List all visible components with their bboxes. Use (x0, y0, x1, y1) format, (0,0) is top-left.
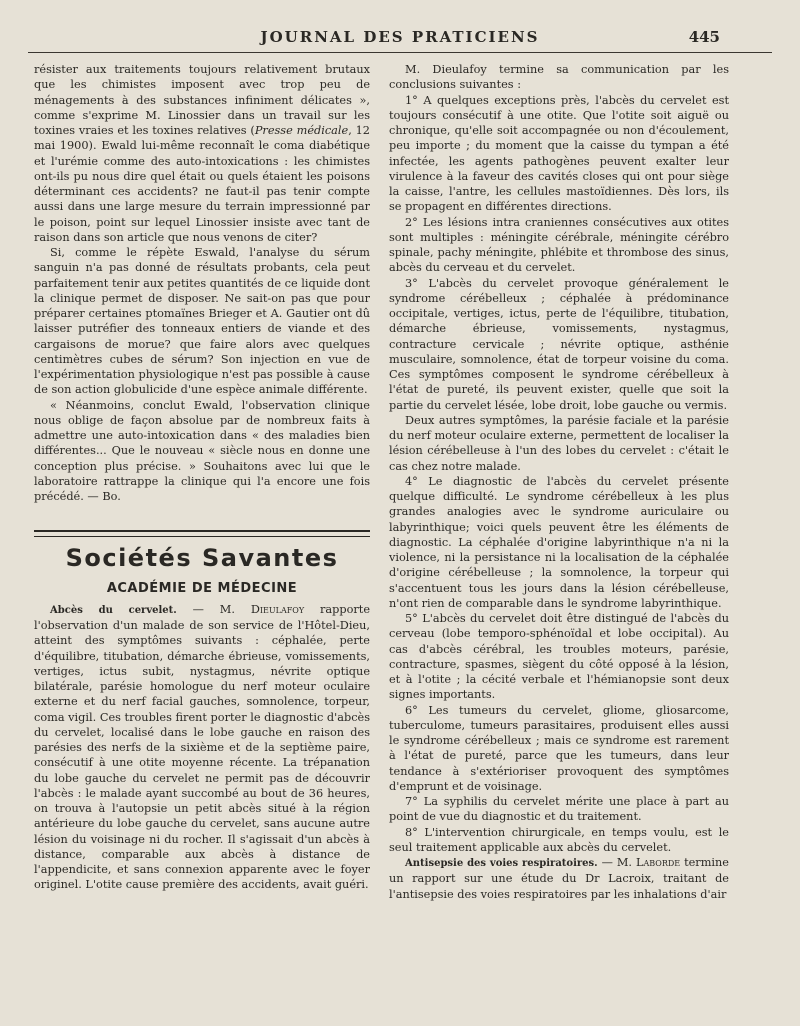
section-title: Sociétés Savantes (65, 544, 339, 573)
conclusion-item: 8° L'intervention chirurgicale, en temps voulu, est le seul traitement applicable aux abcès du cervelet. (389, 825, 729, 854)
left-column (34, 62, 370, 962)
conclusion-item: 7° La syphilis du cervelet mérite une place à part au point de vue du diagnostic et du traitement. (389, 795, 729, 824)
conclusion-item: 2° Les lésions intra craniennes consécutives aux otites sont multiples : méningite cérébrale, méningite cérébro spinale, pachy méningite, phlébite et thrombose des sinus, abcès du cerveau et du cervelet. (389, 215, 729, 275)
page-number: 445 (688, 28, 720, 46)
citation: Presse médicale (254, 124, 349, 137)
conclusion-item: 3° L'abcès du cervelet provoque généralement le syndrome cérébelleux ; céphalée à prédominance occipitale, vertiges, ictus, perte de l'équilibre, titubation, démarche ébrieuse, vomissements, nystagmus, contracture cervicale ; névrite optique, asthénie musculaire, somnolence, état de torpeur voisine du coma. Ces symptômes composent le syndrome cérébelleux à l'état de pureté, ils peuvent exister, quelle que soit la partie du cervelet lésée, lobe droit, lobe gauche ou vermis. (389, 276, 729, 412)
author-name: Laborde (635, 856, 681, 869)
article-heading: Abcès du cervelet. (50, 604, 177, 616)
paragraph: résister aux traitements toujours relativement brutaux que les chimistes imposent avec trop peu de ménagements à des substances infiniment délicates », comme s'exprime M. Linossier dans un travail sur les toxines vraies et les toxines relatives (Presse médicale, 12 mai 1900). Ewald lui-même reconnaît le coma diabétique et l'urémie comme des auto-intoxications : les chimistes ont-ils pu nous dire quel était ou quels étaient les poisons déterminant ces accidents? ne faut-il pas tenir compte aussi dans une large mesure du terrain impressionné par le poison, point sur lequel Linossier insiste avec tant de raison dans son article que nous venons de citer? (34, 63, 370, 244)
journal-title: JOURNAL DES PRATICIENS (260, 28, 540, 46)
section-divider (34, 530, 370, 537)
right-column (389, 62, 729, 962)
paragraph: Si, comme le répète Eswald, l'analyse du sérum sanguin n'a pas donné de résultats probants, cela peut parfaitement tenir aux petites quantités de ce liquide dont la clinique permet de disposer. Ne sait-on pas que pour préparer certaines ptomaïnes Brieger et A. Gautier ont dû laisser putréfier des tonneaux entiers de viande et des cargaisons de morue? que faire alors avec quelques centimètres cubes de sérum? Son injection en vue de l'expérimentation physiologique n'est pas possible à cause de son action globulicide d'une espèce animale différente. (34, 246, 370, 397)
conclusion-item: 5° L'abcès du cervelet doit être distingué de l'abcès du cerveau (lobe temporo-sphénoïdal et lobe occipital). Au cas d'abcès cérébral, les troubles moteurs, parésie, contracture, spasmes, siègent du côté opposé à la lésion, et à l'otite ; la cécité verbale et l'hémianopsie sont deux signes importants. (389, 612, 729, 702)
paragraph: Deux autres symptômes, la parésie faciale et la parésie du nerf moteur oculaire externe, permettent de localiser la lésion cérébelleuse à l'un des lobes du cervelet : c'était le cas chez notre malade. (389, 413, 729, 473)
conclusion-item: 4° Le diagnostic de l'abcès du cervelet présente quelque difficulté. Le syndrome cérébelleux à les plus grandes analogies avec le syndrome auriculaire ou labyrinthique; voici quels peuvent être les éléments de diagnostic. La céphalée d'origine labyrinthique n'a ni la violence, ni la persistance ni la localisation de la céphalée d'origine cérébelleuse ; la somnolence, la torpeur qui s'accentuent tous les jours dans la lésion cérébelleuse, n'ont rien de comparable dans le syndrome labyrinthique. (389, 474, 729, 610)
article-antisepsie: Antisepsie des voies respiratoires. — M. Laborde termine un rapport sur une étude du Dr Lacroix, traitant de l'antisepsie des voies respiratoires par les inhalations d'air (389, 856, 729, 901)
conclusion-item: 6° Les tumeurs du cervelet, gliome, gliosarcome, tuberculome, tumeurs parasitaires, produisent elles aussi le syndrome cérébelleux ; mais ce syndrome est rarement à l'état de pureté, parce que les tumeurs, dans leur tendance à s'extérioriser provoquent des symptômes d'emprunt et de voisinage. (389, 703, 729, 793)
author-name: Dieulafoy (250, 602, 305, 616)
paragraph: « Néanmoins, conclut Ewald, l'observation clinique nous oblige de façon absolue par de nombreux faits à admettre une auto-intoxication dans « des maladies bien différentes... Que le nouveau « siècle nous en donne une conception plus précise. » Souhaitons avec lui que le laboratoire rattrappe la clinique qui l'a encore une fois précédé. — Bo. (34, 398, 370, 503)
conclusion-item: 1° A quelques exceptions près, l'abcès du cervelet est toujours consécutif à une otite. Que l'otite soit aiguë ou chronique, qu'elle soit accompagnée ou non d'écoulement, peu importe ; du moment que la caisse du tympan a été infectée, les agents pathogènes peuvent exalter leur virulence à la faveur des cavités closes qui ont pour siège la caisse, l'antre, les cellules mastoïdiennes. Dès lors, ils se propagent en différentes directions. (389, 93, 729, 214)
paragraph: M. Dieulafoy termine sa communication par les conclusions suivantes : (389, 63, 729, 92)
page-header (28, 28, 772, 50)
article-heading: Antisepsie des voies respiratoires. (405, 858, 598, 869)
article-abces: Abcès du cervelet. — M. Dieulafoy rapporte l'observation d'un malade de son service de l'Hôtel-Dieu, atteint des symptômes suivants : céphalée, perte d'équilibre, titubation, démarche ébrieuse, vomissements, vertiges, ictus subit, nystagmus, névrite optique bilatérale, parésie homologue du nerf moteur oculaire externe et du nerf facial gauches, somnolence, torpeur, coma vigil. Ces troubles firent porter le diagnostic d'abcès du cervelet, localisé dans le lobe gauche en raison des parésies des nerfs de la sixième et de la septième paire, consécutif à une otite moyenne récente. La trépanation du lobe gauche du cervelet ne permit pas de découvrir l'abcès : le malade ayant succombé au bout de 36 heures, on trouva à l'autopsie un petit abcès situé à la région antérieure du lobe gauche du cervelet, sans aucune autre lésion du voisinage ni du rocher. Il s'agissait d'un abcès à distance, comparable aux abcès à distance de l'appendicite, et sans connexion apparente avec le foyer originel. L'otite cause première des accidents, avait guéri. (34, 602, 370, 892)
subsection-title: ACADÉMIE DE MÉDECINE (106, 580, 298, 596)
header-rule (28, 52, 772, 53)
